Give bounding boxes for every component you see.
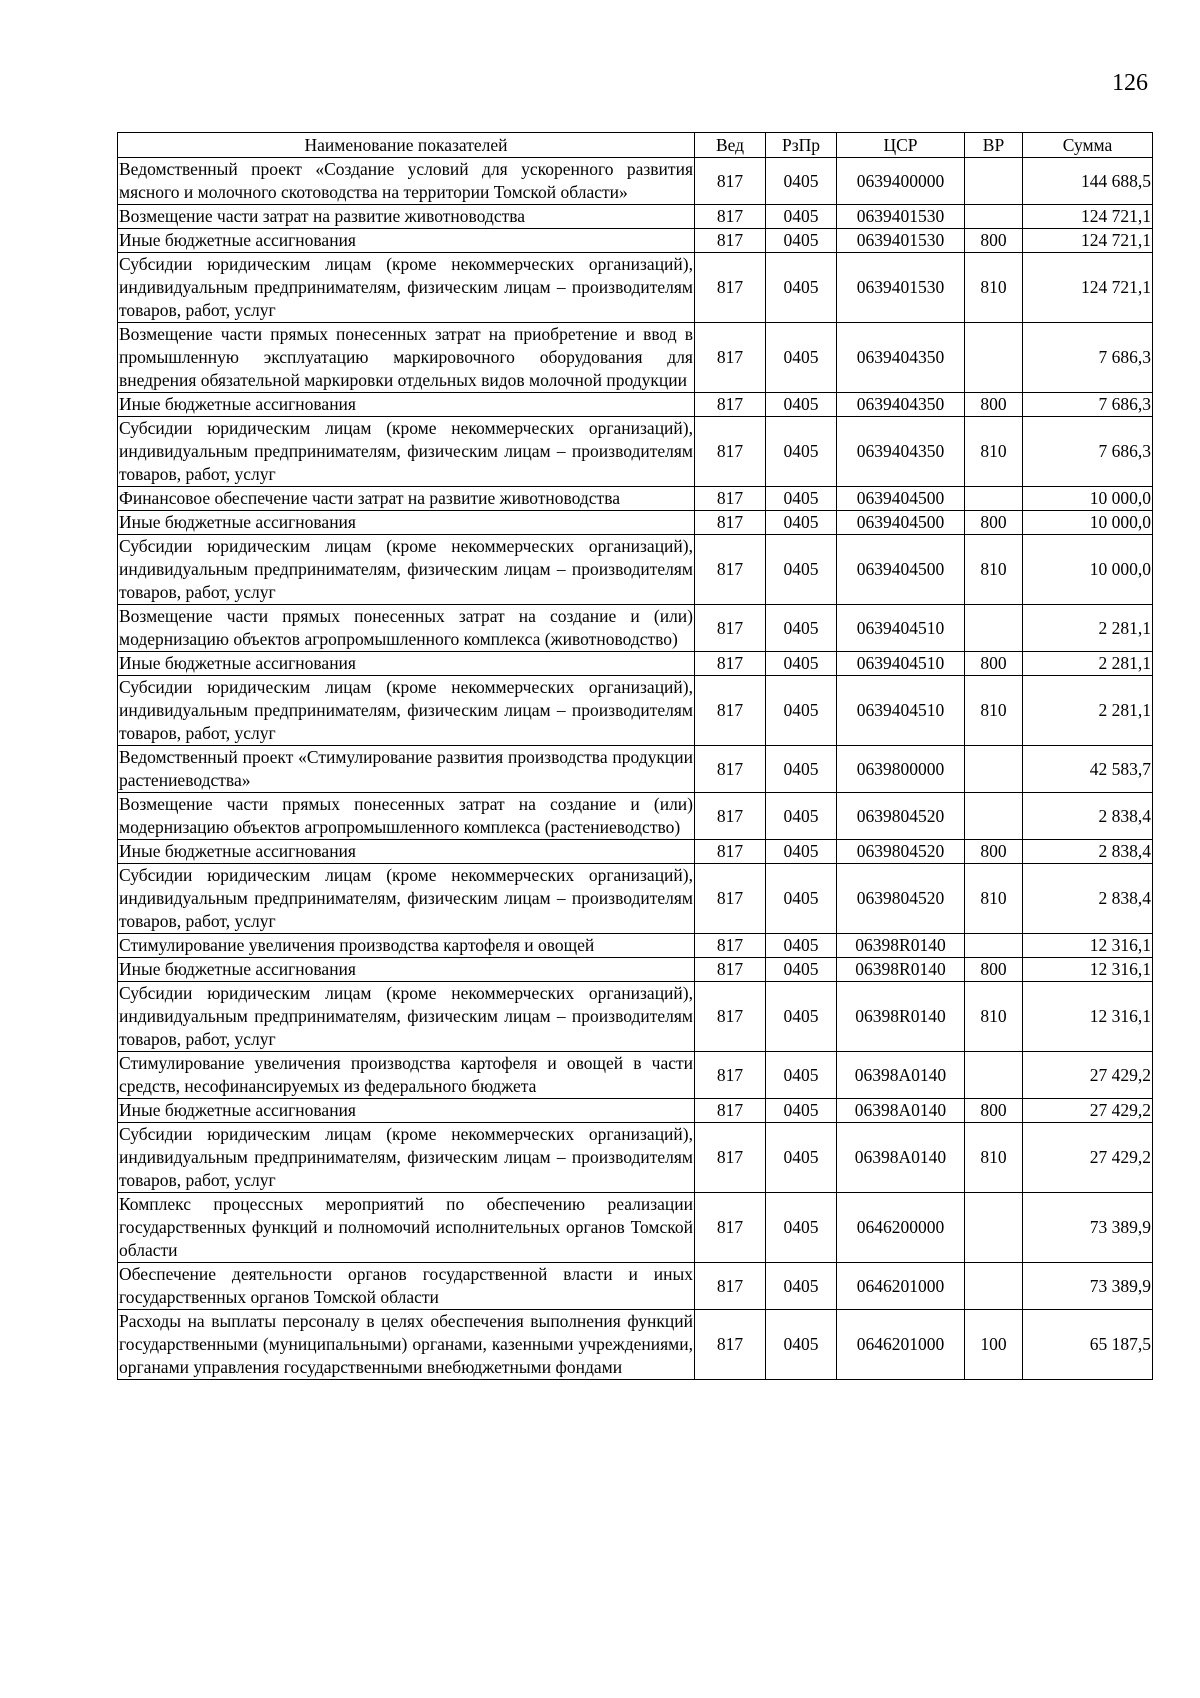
cell-ved: 817 bbox=[695, 158, 766, 205]
cell-ved: 817 bbox=[695, 487, 766, 511]
table-row bbox=[118, 793, 1153, 840]
cell-ved: 817 bbox=[695, 1263, 766, 1310]
cell-sum: 2 281,1 bbox=[1023, 676, 1153, 746]
cell-ved: 817 bbox=[695, 605, 766, 652]
cell-rzpr: 0405 bbox=[766, 1310, 837, 1380]
cell-name: Иные бюджетные ассигнования bbox=[118, 229, 695, 253]
cell-vr: 810 bbox=[965, 864, 1023, 934]
cell-vr bbox=[965, 934, 1023, 958]
cell-vr bbox=[965, 323, 1023, 393]
cell-vr: 800 bbox=[965, 393, 1023, 417]
cell-sum: 42 583,7 bbox=[1023, 746, 1153, 793]
cell-csr: 0639800000 bbox=[837, 746, 965, 793]
table-row bbox=[118, 511, 1153, 535]
cell-vr: 810 bbox=[965, 676, 1023, 746]
cell-rzpr: 0405 bbox=[766, 253, 837, 323]
cell-csr: 06398R0140 bbox=[837, 958, 965, 982]
cell-csr: 0639404510 bbox=[837, 652, 965, 676]
cell-name: Возмещение части затрат на развитие животноводства bbox=[118, 205, 695, 229]
cell-name: Стимулирование увеличения производства картофеля и овощей bbox=[118, 934, 695, 958]
cell-ved: 817 bbox=[695, 1123, 766, 1193]
cell-csr: 0639404500 bbox=[837, 511, 965, 535]
cell-rzpr: 0405 bbox=[766, 934, 837, 958]
cell-rzpr: 0405 bbox=[766, 840, 837, 864]
cell-sum: 2 281,1 bbox=[1023, 605, 1153, 652]
cell-rzpr: 0405 bbox=[766, 982, 837, 1052]
table-body bbox=[118, 158, 1153, 1380]
cell-csr: 0639404350 bbox=[837, 417, 965, 487]
cell-sum: 27 429,2 bbox=[1023, 1123, 1153, 1193]
cell-ved: 817 bbox=[695, 934, 766, 958]
cell-ved: 817 bbox=[695, 535, 766, 605]
cell-csr: 0639804520 bbox=[837, 793, 965, 840]
cell-sum: 7 686,3 bbox=[1023, 323, 1153, 393]
cell-sum: 73 389,9 bbox=[1023, 1193, 1153, 1263]
cell-csr: 06398A0140 bbox=[837, 1099, 965, 1123]
cell-vr: 800 bbox=[965, 652, 1023, 676]
cell-rzpr: 0405 bbox=[766, 958, 837, 982]
cell-csr: 0646201000 bbox=[837, 1310, 965, 1380]
cell-ved: 817 bbox=[695, 1052, 766, 1099]
cell-csr: 06398A0140 bbox=[837, 1052, 965, 1099]
cell-vr: 800 bbox=[965, 958, 1023, 982]
cell-vr bbox=[965, 793, 1023, 840]
cell-rzpr: 0405 bbox=[766, 1099, 837, 1123]
cell-rzpr: 0405 bbox=[766, 793, 837, 840]
cell-csr: 06398A0140 bbox=[837, 1123, 965, 1193]
cell-csr: 0646201000 bbox=[837, 1263, 965, 1310]
table-row bbox=[118, 487, 1153, 511]
column-header-csr: ЦСР bbox=[837, 133, 965, 158]
column-header-ved: Вед bbox=[695, 133, 766, 158]
cell-sum: 124 721,1 bbox=[1023, 205, 1153, 229]
cell-ved: 817 bbox=[695, 1099, 766, 1123]
table-row bbox=[118, 1099, 1153, 1123]
cell-rzpr: 0405 bbox=[766, 323, 837, 393]
cell-sum: 12 316,1 bbox=[1023, 958, 1153, 982]
cell-ved: 817 bbox=[695, 864, 766, 934]
cell-csr: 0639804520 bbox=[837, 840, 965, 864]
cell-sum: 27 429,2 bbox=[1023, 1052, 1153, 1099]
column-header-name: Наименование показателей bbox=[118, 133, 695, 158]
table-row bbox=[118, 323, 1153, 393]
table-row bbox=[118, 1263, 1153, 1310]
cell-sum: 10 000,0 bbox=[1023, 535, 1153, 605]
cell-ved: 817 bbox=[695, 323, 766, 393]
table-row bbox=[118, 676, 1153, 746]
cell-sum: 7 686,3 bbox=[1023, 417, 1153, 487]
cell-name: Расходы на выплаты персоналу в целях обеспечения выполнения функций государственными (муниципальными) органами, казенными учреждениями, органами управления государственными внебюджетными фондами bbox=[118, 1310, 695, 1380]
cell-sum: 10 000,0 bbox=[1023, 511, 1153, 535]
cell-name: Финансовое обеспечение части затрат на развитие животноводства bbox=[118, 487, 695, 511]
cell-name: Возмещение части прямых понесенных затрат на создание и (или) модернизацию объектов агропромышленного комплекса (животноводство) bbox=[118, 605, 695, 652]
cell-csr: 0639404510 bbox=[837, 676, 965, 746]
cell-csr: 0639401530 bbox=[837, 229, 965, 253]
table-row bbox=[118, 229, 1153, 253]
cell-csr: 0639404350 bbox=[837, 393, 965, 417]
cell-name: Иные бюджетные ассигнования bbox=[118, 958, 695, 982]
cell-ved: 817 bbox=[695, 1193, 766, 1263]
table-row bbox=[118, 746, 1153, 793]
cell-rzpr: 0405 bbox=[766, 417, 837, 487]
cell-sum: 65 187,5 bbox=[1023, 1310, 1153, 1380]
cell-vr: 810 bbox=[965, 982, 1023, 1052]
cell-sum: 7 686,3 bbox=[1023, 393, 1153, 417]
budget-table bbox=[117, 132, 1153, 1380]
cell-rzpr: 0405 bbox=[766, 205, 837, 229]
cell-name: Субсидии юридическим лицам (кроме некоммерческих организаций), индивидуальным предпринимателям, физическим лицам – производителям товаров, работ, услуг bbox=[118, 982, 695, 1052]
cell-rzpr: 0405 bbox=[766, 652, 837, 676]
cell-csr: 0639404510 bbox=[837, 605, 965, 652]
cell-ved: 817 bbox=[695, 253, 766, 323]
cell-vr: 800 bbox=[965, 840, 1023, 864]
cell-csr: 0639401530 bbox=[837, 253, 965, 323]
cell-rzpr: 0405 bbox=[766, 1052, 837, 1099]
cell-sum: 12 316,1 bbox=[1023, 982, 1153, 1052]
cell-csr: 0646200000 bbox=[837, 1193, 965, 1263]
cell-csr: 06398R0140 bbox=[837, 982, 965, 1052]
cell-ved: 817 bbox=[695, 982, 766, 1052]
cell-vr: 800 bbox=[965, 1099, 1023, 1123]
table-row bbox=[118, 958, 1153, 982]
cell-sum: 144 688,5 bbox=[1023, 158, 1153, 205]
cell-name: Ведомственный проект «Создание условий для ускоренного развития мясного и молочного скотоводства на территории Томской области» bbox=[118, 158, 695, 205]
cell-vr bbox=[965, 1263, 1023, 1310]
table-row bbox=[118, 253, 1153, 323]
cell-rzpr: 0405 bbox=[766, 1193, 837, 1263]
cell-name: Субсидии юридическим лицам (кроме некоммерческих организаций), индивидуальным предпринимателям, физическим лицам – производителям товаров, работ, услуг bbox=[118, 535, 695, 605]
table-row bbox=[118, 205, 1153, 229]
cell-csr: 0639404500 bbox=[837, 535, 965, 605]
header-row bbox=[118, 133, 1153, 158]
table-row bbox=[118, 605, 1153, 652]
cell-name: Иные бюджетные ассигнования bbox=[118, 840, 695, 864]
cell-vr bbox=[965, 1052, 1023, 1099]
cell-ved: 817 bbox=[695, 840, 766, 864]
cell-ved: 817 bbox=[695, 676, 766, 746]
table-row bbox=[118, 393, 1153, 417]
table-row bbox=[118, 982, 1153, 1052]
cell-name: Обеспечение деятельности органов государственной власти и иных государственных органов Томской области bbox=[118, 1263, 695, 1310]
cell-ved: 817 bbox=[695, 511, 766, 535]
cell-vr bbox=[965, 158, 1023, 205]
cell-name: Возмещение части прямых понесенных затрат на приобретение и ввод в промышленную эксплуатацию маркировочного оборудования для внедрения обязательной маркировки отдельных видов молочной продукции bbox=[118, 323, 695, 393]
column-header-rzpr: РзПр bbox=[766, 133, 837, 158]
cell-vr: 810 bbox=[965, 535, 1023, 605]
table-row bbox=[118, 1123, 1153, 1193]
cell-name: Ведомственный проект «Стимулирование развития производства продукции растениеводства» bbox=[118, 746, 695, 793]
cell-ved: 817 bbox=[695, 205, 766, 229]
cell-sum: 27 429,2 bbox=[1023, 1099, 1153, 1123]
cell-ved: 817 bbox=[695, 417, 766, 487]
cell-rzpr: 0405 bbox=[766, 393, 837, 417]
cell-sum: 124 721,1 bbox=[1023, 229, 1153, 253]
table-row bbox=[118, 864, 1153, 934]
cell-sum: 2 838,4 bbox=[1023, 864, 1153, 934]
cell-rzpr: 0405 bbox=[766, 511, 837, 535]
cell-rzpr: 0405 bbox=[766, 864, 837, 934]
cell-rzpr: 0405 bbox=[766, 605, 837, 652]
cell-name: Иные бюджетные ассигнования bbox=[118, 511, 695, 535]
cell-ved: 817 bbox=[695, 958, 766, 982]
cell-vr: 810 bbox=[965, 1123, 1023, 1193]
cell-sum: 2 838,4 bbox=[1023, 840, 1153, 864]
cell-vr bbox=[965, 205, 1023, 229]
cell-sum: 73 389,9 bbox=[1023, 1263, 1153, 1310]
cell-rzpr: 0405 bbox=[766, 1263, 837, 1310]
cell-name: Субсидии юридическим лицам (кроме некоммерческих организаций), индивидуальным предпринимателям, физическим лицам – производителям товаров, работ, услуг bbox=[118, 253, 695, 323]
cell-ved: 817 bbox=[695, 652, 766, 676]
cell-rzpr: 0405 bbox=[766, 746, 837, 793]
cell-csr: 0639404500 bbox=[837, 487, 965, 511]
page-number: 126 bbox=[1112, 70, 1148, 96]
table-header bbox=[118, 133, 1153, 158]
cell-name: Субсидии юридическим лицам (кроме некоммерческих организаций), индивидуальным предпринимателям, физическим лицам – производителям товаров, работ, услуг bbox=[118, 676, 695, 746]
column-header-vr: ВР bbox=[965, 133, 1023, 158]
table-row bbox=[118, 934, 1153, 958]
cell-vr bbox=[965, 487, 1023, 511]
cell-ved: 817 bbox=[695, 793, 766, 840]
cell-csr: 06398R0140 bbox=[837, 934, 965, 958]
cell-name: Возмещение части прямых понесенных затрат на создание и (или) модернизацию объектов агропромышленного комплекса (растениеводство) bbox=[118, 793, 695, 840]
cell-csr: 0639400000 bbox=[837, 158, 965, 205]
cell-rzpr: 0405 bbox=[766, 158, 837, 205]
cell-vr: 100 bbox=[965, 1310, 1023, 1380]
cell-rzpr: 0405 bbox=[766, 535, 837, 605]
cell-sum: 2 838,4 bbox=[1023, 793, 1153, 840]
cell-name: Иные бюджетные ассигнования bbox=[118, 652, 695, 676]
table-row bbox=[118, 1310, 1153, 1380]
cell-name: Иные бюджетные ассигнования bbox=[118, 393, 695, 417]
cell-csr: 0639404350 bbox=[837, 323, 965, 393]
cell-name: Комплекс процессных мероприятий по обеспечению реализации государственных функций и полномочий исполнительных органов Томской области bbox=[118, 1193, 695, 1263]
cell-vr: 810 bbox=[965, 253, 1023, 323]
cell-name: Иные бюджетные ассигнования bbox=[118, 1099, 695, 1123]
cell-name: Субсидии юридическим лицам (кроме некоммерческих организаций), индивидуальным предпринимателям, физическим лицам – производителям товаров, работ, услуг bbox=[118, 1123, 695, 1193]
cell-rzpr: 0405 bbox=[766, 229, 837, 253]
cell-name: Субсидии юридическим лицам (кроме некоммерческих организаций), индивидуальным предпринимателям, физическим лицам – производителям товаров, работ, услуг bbox=[118, 864, 695, 934]
table-row bbox=[118, 652, 1153, 676]
cell-sum: 10 000,0 bbox=[1023, 487, 1153, 511]
cell-vr bbox=[965, 605, 1023, 652]
cell-vr bbox=[965, 746, 1023, 793]
cell-ved: 817 bbox=[695, 393, 766, 417]
cell-ved: 817 bbox=[695, 1310, 766, 1380]
cell-csr: 0639401530 bbox=[837, 205, 965, 229]
column-header-sum: Сумма bbox=[1023, 133, 1153, 158]
cell-rzpr: 0405 bbox=[766, 1123, 837, 1193]
cell-vr bbox=[965, 1193, 1023, 1263]
cell-sum: 2 281,1 bbox=[1023, 652, 1153, 676]
cell-vr: 800 bbox=[965, 511, 1023, 535]
cell-ved: 817 bbox=[695, 229, 766, 253]
cell-vr: 800 bbox=[965, 229, 1023, 253]
cell-ved: 817 bbox=[695, 746, 766, 793]
table-row bbox=[118, 158, 1153, 205]
cell-csr: 0639804520 bbox=[837, 864, 965, 934]
table-row bbox=[118, 535, 1153, 605]
cell-rzpr: 0405 bbox=[766, 487, 837, 511]
cell-name: Стимулирование увеличения производства картофеля и овощей в части средств, несофинансируемых из федерального бюджета bbox=[118, 1052, 695, 1099]
table-row bbox=[118, 417, 1153, 487]
cell-rzpr: 0405 bbox=[766, 676, 837, 746]
table-row bbox=[118, 1193, 1153, 1263]
cell-name: Субсидии юридическим лицам (кроме некоммерческих организаций), индивидуальным предпринимателям, физическим лицам – производителям товаров, работ, услуг bbox=[118, 417, 695, 487]
table-row bbox=[118, 840, 1153, 864]
table-row bbox=[118, 1052, 1153, 1099]
cell-sum: 124 721,1 bbox=[1023, 253, 1153, 323]
cell-sum: 12 316,1 bbox=[1023, 934, 1153, 958]
cell-vr: 810 bbox=[965, 417, 1023, 487]
